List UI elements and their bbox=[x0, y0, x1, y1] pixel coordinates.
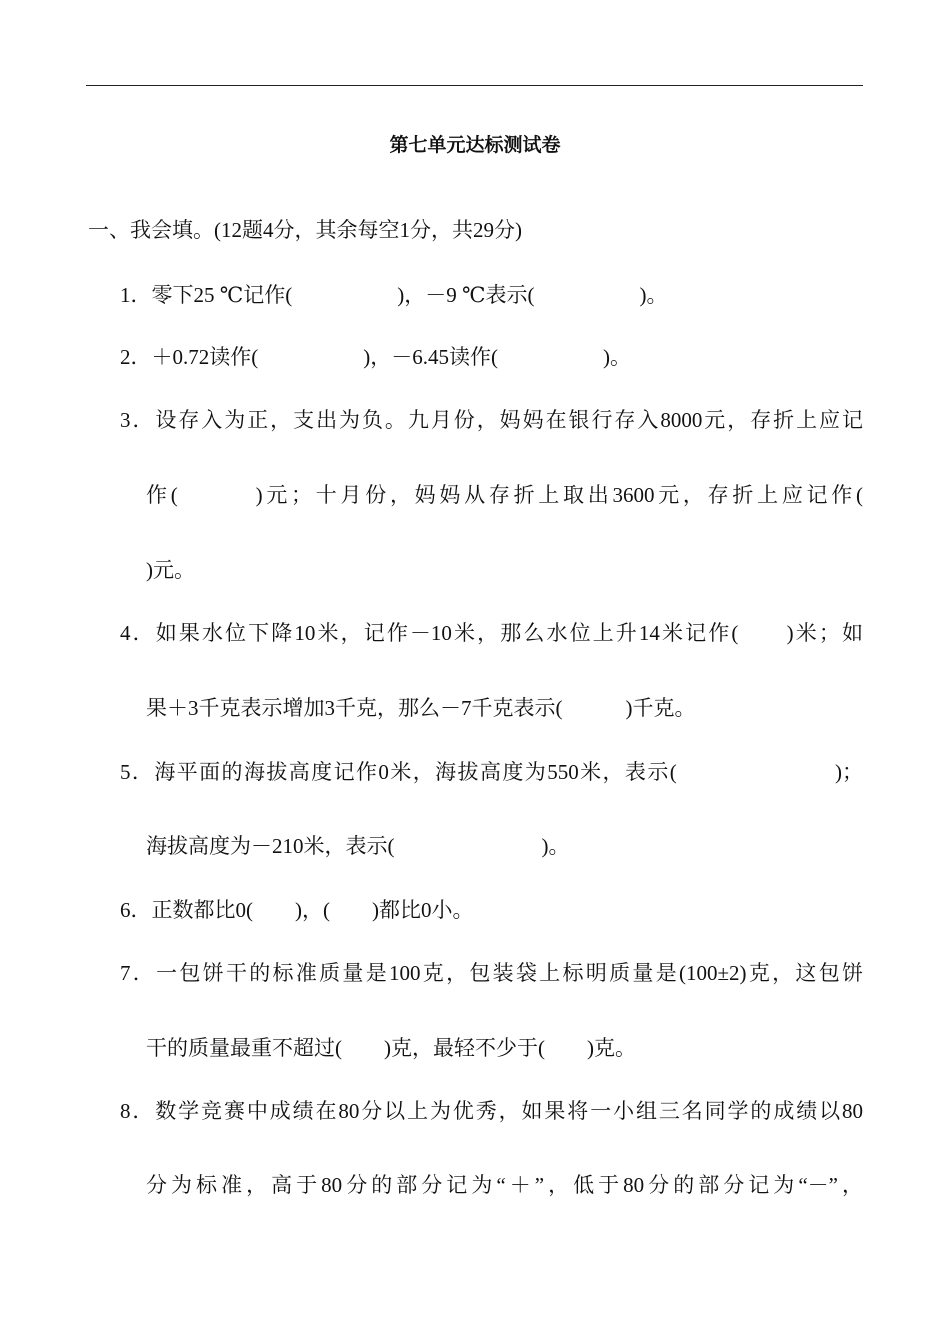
question-7-line-2: 干的质量最重不超过( )克，最轻不少于( )克。 bbox=[146, 1036, 636, 1060]
question-3-line-3: )元。 bbox=[146, 558, 195, 582]
question-8-line-2: 分为标准，高于80分的部分记为“＋”，低于80分的部分记为“－”， bbox=[146, 1173, 863, 1197]
question-5-line-1: 5．海平面的海拔高度记作0米，海拔高度为550米，表示( )； bbox=[120, 760, 863, 784]
question-1: 1．零下25 ℃记作( )，－9 ℃表示( )。 bbox=[120, 283, 668, 307]
page-title: 第七单元达标测试卷 bbox=[389, 135, 561, 156]
section-heading: 一、我会填。(12题4分，其余每空1分，共29分) bbox=[88, 218, 522, 242]
question-4-line-1: 4．如果水位下降10米，记作－10米，那么水位上升14米记作( )米；如 bbox=[120, 621, 863, 645]
question-4-line-2: 果＋3千克表示增加3千克，那么－7千克表示( )千克。 bbox=[146, 696, 696, 720]
question-5-line-2: 海拔高度为－210米，表示( )。 bbox=[146, 834, 570, 858]
question-7-line-1: 7．一包饼干的标准质量是100克，包装袋上标明质量是(100±2)克，这包饼 bbox=[120, 961, 863, 985]
header-rule bbox=[86, 85, 863, 86]
question-2: 2．＋0.72读作( )，－6.45读作( )。 bbox=[120, 345, 631, 369]
question-3-line-2: 作( )元；十月份，妈妈从存折上取出3600元，存折上应记作( bbox=[146, 483, 863, 507]
question-6: 6．正数都比0( )，( )都比0小。 bbox=[120, 898, 474, 922]
question-8-line-1: 8．数学竞赛中成绩在80分以上为优秀，如果将一小组三名同学的成绩以80 bbox=[120, 1099, 863, 1123]
question-3-line-1: 3．设存入为正，支出为负。九月份，妈妈在银行存入8000元，存折上应记 bbox=[120, 408, 863, 432]
